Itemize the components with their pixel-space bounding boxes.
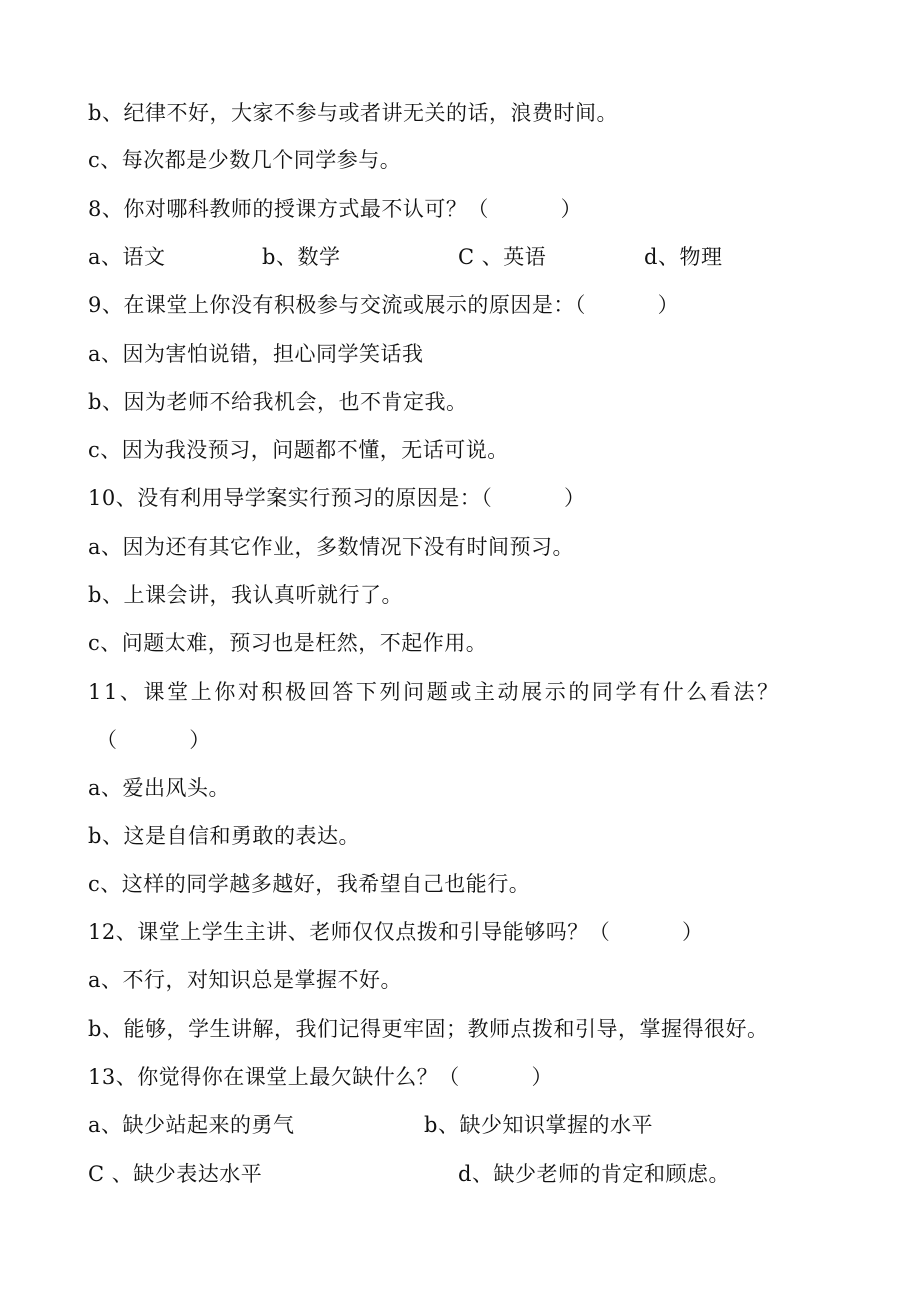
- q13-option-c: C 、缺少表达水平: [88, 1162, 263, 1186]
- q11-option-a: a、爱出风头。: [88, 776, 231, 800]
- q10-option-a: a、因为还有其它作业，多数情况下没有时间预习。: [88, 535, 575, 559]
- q8-option-a: a、语文: [88, 245, 166, 269]
- question-9: 9、在课堂上你没有积极参与交流或展示的原因是：（ ）: [88, 293, 680, 317]
- question-11-answer-blank: （ ）: [96, 728, 211, 752]
- question-12: 12、课堂上学生主讲、老师仅仅点拨和引导能够吗？（ ）: [88, 920, 704, 944]
- q10-option-b: b、上课会讲，我认真听就行了。: [88, 583, 403, 607]
- q11-option-b: b、这是自信和勇敢的表达。: [88, 824, 360, 848]
- q9-option-b: b、因为老师不给我机会，也不肯定我。: [88, 390, 468, 414]
- q7-option-c: c、每次都是少数几个同学参与。: [88, 148, 402, 172]
- q13-option-d: d、缺少老师的肯定和顾虑。: [458, 1162, 730, 1186]
- q13-option-a: a、缺少站起来的勇气: [88, 1113, 295, 1137]
- q11-option-c: c、这样的同学越多越好，我希望自己也能行。: [88, 872, 531, 896]
- q12-option-b: b、能够，学生讲解，我们记得更牢固；教师点拨和引导，掌握得很好。: [88, 1017, 769, 1041]
- q10-option-c: c、问题太难，预习也是枉然，不起作用。: [88, 631, 488, 655]
- q9-option-c: c、因为我没预习，问题都不懂，无话可说。: [88, 438, 509, 462]
- q8-option-c: C 、英语: [458, 245, 547, 269]
- q7-option-b: b、纪律不好，大家不参与或者讲无关的话，浪费时间。: [88, 101, 618, 125]
- question-11: 11、课堂上你对积极回答下列问题或主动展示的同学有什么看法？: [88, 680, 781, 704]
- q9-option-a: a、因为害怕说错，担心同学笑话我: [88, 342, 424, 366]
- question-13: 13、你觉得你在课堂上最欠缺什么？（ ）: [88, 1065, 553, 1089]
- q8-option-b: b、数学: [262, 245, 341, 269]
- q13-option-b: b、缺少知识掌握的水平: [424, 1113, 653, 1137]
- question-10: 10、没有利用导学案实行预习的原因是：（ ）: [88, 486, 586, 510]
- q8-option-d: d、物理: [644, 245, 723, 269]
- question-8: 8、你对哪科教师的授课方式最不认可？（ ）: [88, 197, 583, 221]
- q12-option-a: a、不行，对知识总是掌握不好。: [88, 968, 403, 992]
